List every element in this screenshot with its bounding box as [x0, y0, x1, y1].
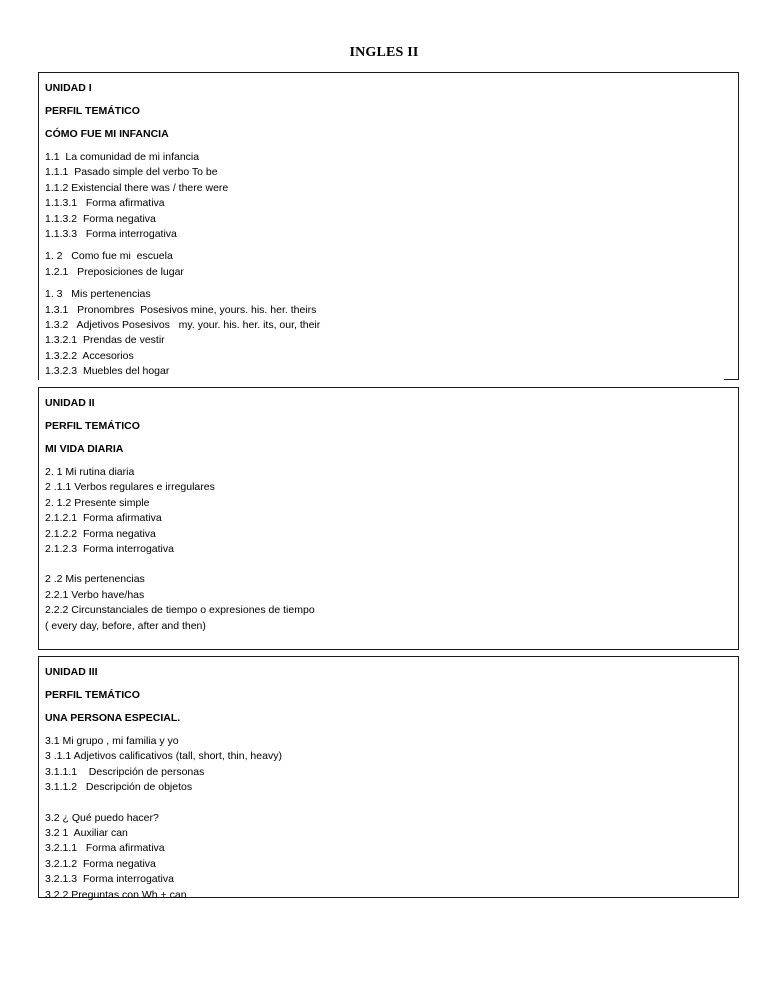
topic-line: 1.2.1 Preposiciones de lugar — [45, 265, 184, 278]
unit-3-topic-group-2 — [45, 811, 738, 903]
unit-1-topic-group-3 — [45, 287, 738, 379]
topic-line: 3.2.1.2 Forma negativa — [45, 857, 156, 870]
topic-line: 2. 1 Mi rutina diaria — [45, 466, 135, 478]
topic-line: 3.2 1 Auxiliar can — [45, 827, 128, 840]
topic-line: 2.1.2.2 Forma negativa — [45, 527, 156, 540]
topic-line: 3 .1.1 Adjetivos calificativos (tall, short, thin, heavy) — [45, 750, 282, 763]
topic-line: 2. 1.2 Presente simple — [45, 496, 150, 509]
unit-1-topic-group-1 — [45, 150, 738, 242]
topic-line: 1.1.1 Pasado simple del verbo To be — [45, 166, 218, 179]
unit-3-profile: PERFIL TEMÁTICO — [45, 689, 140, 701]
unit-3-title: UNIDAD III — [45, 666, 98, 678]
topic-line: 3.2.1.3 Forma interrogativa — [45, 873, 174, 886]
box-corner-line — [724, 379, 739, 380]
unit-2-theme: MI VIDA DIARIA — [45, 443, 124, 455]
topic-line: 2.2.1 Verbo have/has — [45, 588, 145, 601]
topic-line: 1.3.2 Adjetivos Posesivos my. your. his. her. its, our, their — [45, 319, 321, 332]
topic-line: 3.1.1.1 Descripción de personas — [45, 765, 205, 778]
unit-2-title: UNIDAD II — [45, 397, 95, 409]
topic-line: 3.2 ¿ Qué puedo hacer? — [45, 811, 159, 824]
unit-2-profile: PERFIL TEMÁTICO — [45, 420, 140, 432]
unit-3-theme: UNA PERSONA ESPECIAL. — [45, 712, 181, 724]
topic-line: 1.1.3.1 Forma afirmativa — [45, 197, 165, 210]
topic-line: 1. 2 Como fue mi escuela — [45, 250, 173, 263]
topic-line: 1.1.3.2 Forma negativa — [45, 212, 156, 225]
page-title: INGLES II — [349, 45, 419, 60]
topic-line: 3.2.2 Preguntas con Wh + can — [45, 888, 187, 901]
topic-line: 3.1 Mi grupo , mi familia y yo — [45, 735, 179, 747]
topic-line: 1.3.2.2 Accesorios — [45, 349, 134, 362]
topic-line: 1.1.3.3 Forma interrogativa — [45, 228, 177, 241]
topic-line: 1.3.2.1 Prendas de vestir — [45, 334, 165, 347]
unit-3-topic-group-1 — [45, 734, 738, 796]
topic-line: 2 .2 Mis pertenencias — [45, 573, 145, 586]
topic-line: ( every day, before, after and then) — [45, 619, 206, 632]
topic-line: 2 .1.1 Verbos regulares e irregulares — [45, 481, 215, 494]
unit-2-topic-group-1 — [45, 465, 738, 557]
topic-line: 1.1 La comunidad de mi infancia — [45, 151, 200, 163]
unit-2-box — [38, 387, 739, 650]
unit-1-topic-group-2 — [45, 249, 738, 280]
unit-1-theme: CÓMO FUE MI INFANCIA — [45, 128, 169, 140]
unit-3-box — [38, 656, 739, 901]
topic-line: 2.2.2 Circunstanciales de tiempo o expresiones de tiempo — [45, 604, 315, 617]
unit-1-profile: PERFIL TEMÁTICO — [45, 105, 140, 117]
topic-line: 1.1.2 Existencial there was / there were — [45, 181, 229, 194]
topic-line: 1.3.1 Pronombres Posesivos mine, yours. his. her. theirs — [45, 303, 317, 316]
unit-1-title: UNIDAD I — [45, 82, 92, 94]
topic-line: 1. 3 Mis pertenencias — [45, 288, 151, 301]
topic-line: 2.1.2.1 Forma afirmativa — [45, 512, 162, 525]
unit-1-box — [38, 72, 739, 380]
topic-line: 1.3.2.3 Muebles del hogar — [45, 365, 170, 378]
topic-line: 2.1.2.3 Forma interrogativa — [45, 543, 174, 556]
topic-line: 3.2.1.1 Forma afirmativa — [45, 842, 165, 855]
topic-line: 3.1.1.2 Descripción de objetos — [45, 781, 193, 794]
unit-2-topic-group-2 — [45, 572, 738, 634]
